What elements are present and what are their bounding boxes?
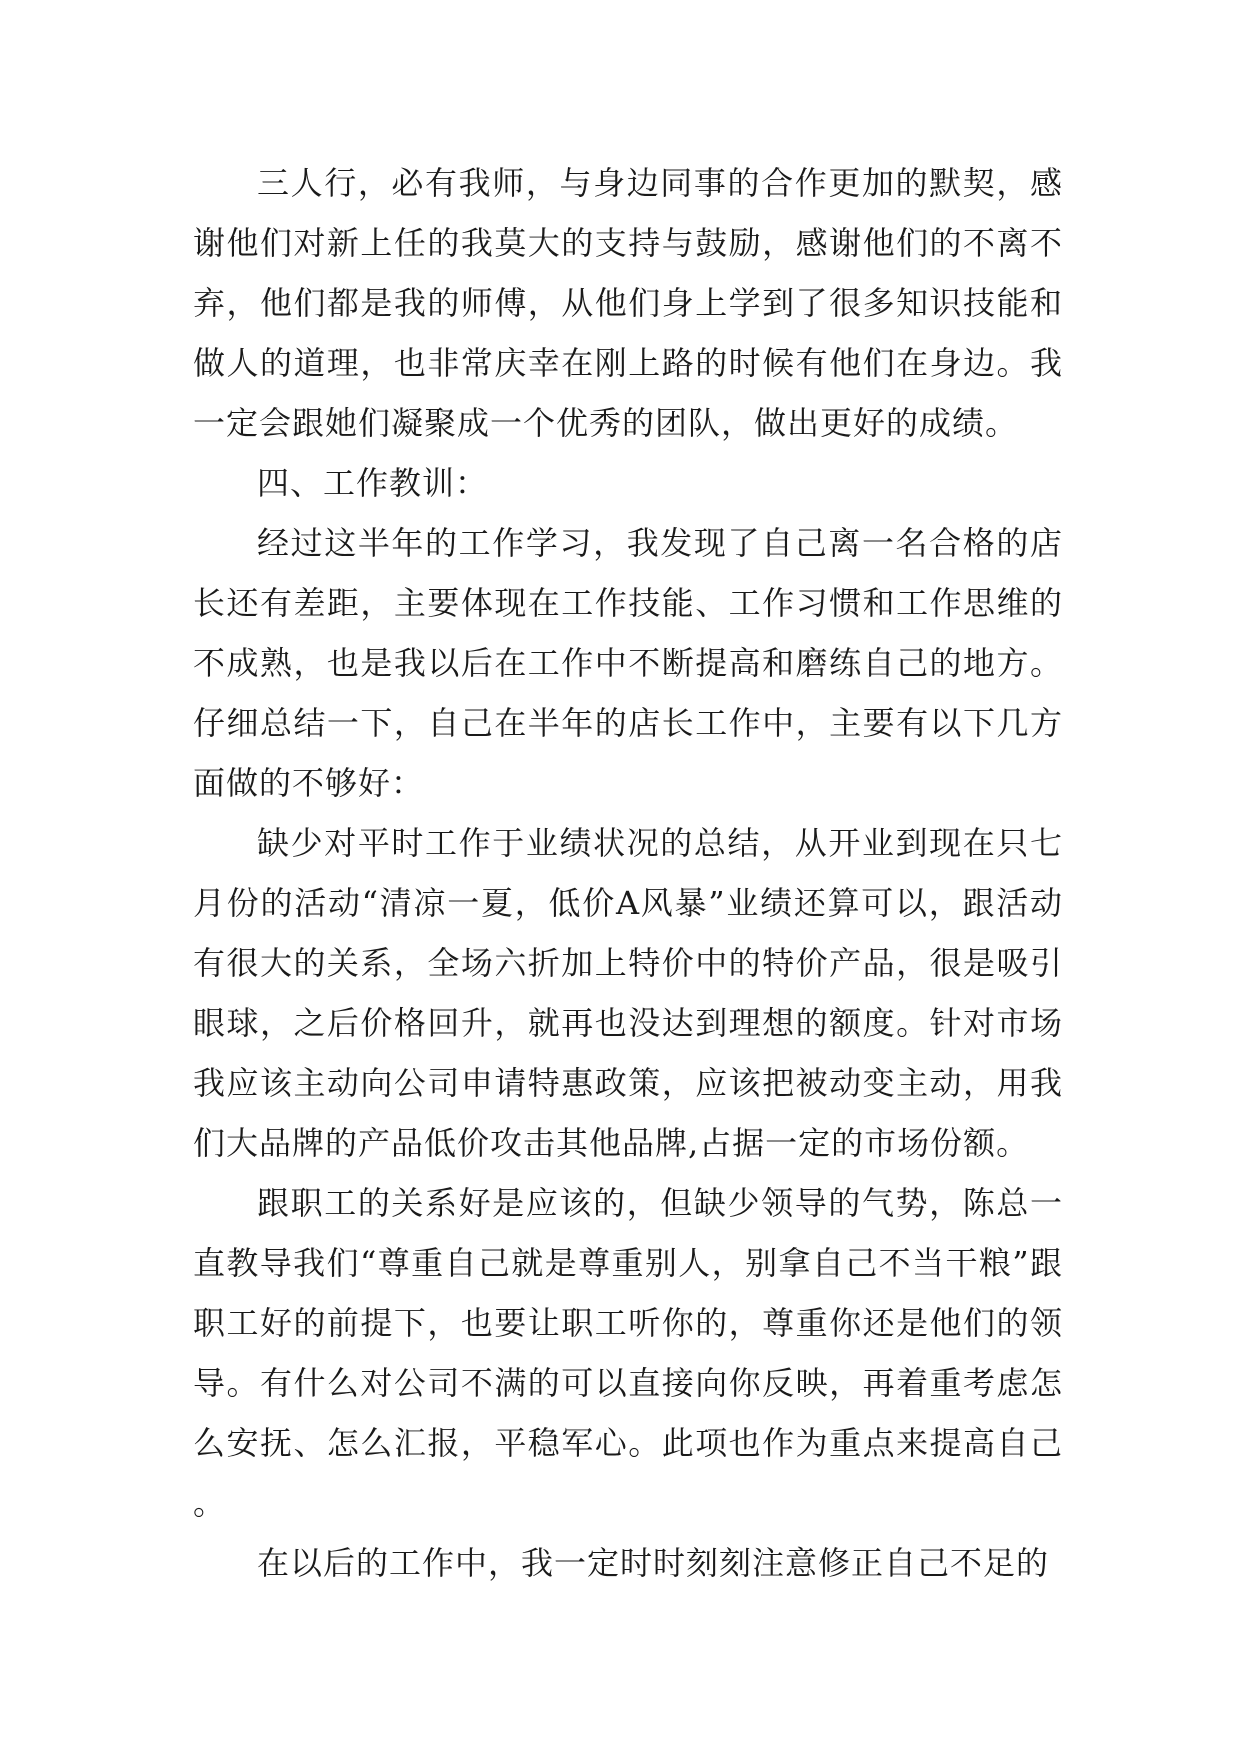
- document-body: [193, 153, 1063, 1593]
- paragraph-performance-summary: 缺少对平时工作于业绩状况的总结，从开业到现在只七月份的活动“清凉一夏，低价A风暴”业绩还算可以，跟活动有很大的关系，全场六折加上特价中的特价产品，很是吸引眼球，之后价格回升，就再也没达到理想的额度。针对市场我应该主动向公司申请特惠政策，应该把被动变主动，用我们大品牌的产品低价攻击其他品牌,占据一定的市场份额。: [193, 824, 1063, 1162]
- section-heading-work-lessons: 四、工作教训：: [257, 464, 489, 502]
- paragraph-colleagues: 三人行，必有我师，与身边同事的合作更加的默契，感谢他们对新上任的我莫大的支持与鼓励，感谢他们的不离不弃，他们都是我的师傅，从他们身上学到了很多知识技能和做人的道理，也非常庆幸在刚上路的时候有他们在身边。我一定会跟她们凝聚成一个优秀的团队，做出更好的成绩。: [193, 164, 1063, 442]
- paragraph-staff-relations: 跟职工的关系好是应该的，但缺少领导的气势，陈总一直教导我们“尊重自己就是尊重别人，别拿自己不当干粮”跟职工好的前提下，也要让职工听你的，尊重你还是他们的领导。有什么对公司不满的可以直接向你反映，再着重考虑怎么安抚、怎么汇报，平稳军心。此项也作为重点来提高自己。: [193, 1184, 1063, 1522]
- paragraph-future-work: 在以后的工作中，我一定时时刻刻注意修正自己不足的: [257, 1544, 1050, 1582]
- paragraph-lessons-intro: 经过这半年的工作学习，我发现了自己离一名合格的店长还有差距，主要体现在工作技能、工作习惯和工作思维的不成熟，也是我以后在工作中不断提高和磨练自己的地方。仔细总结一下，自己在半年的店长工作中，主要有以下几方面做的不够好：: [193, 524, 1063, 802]
